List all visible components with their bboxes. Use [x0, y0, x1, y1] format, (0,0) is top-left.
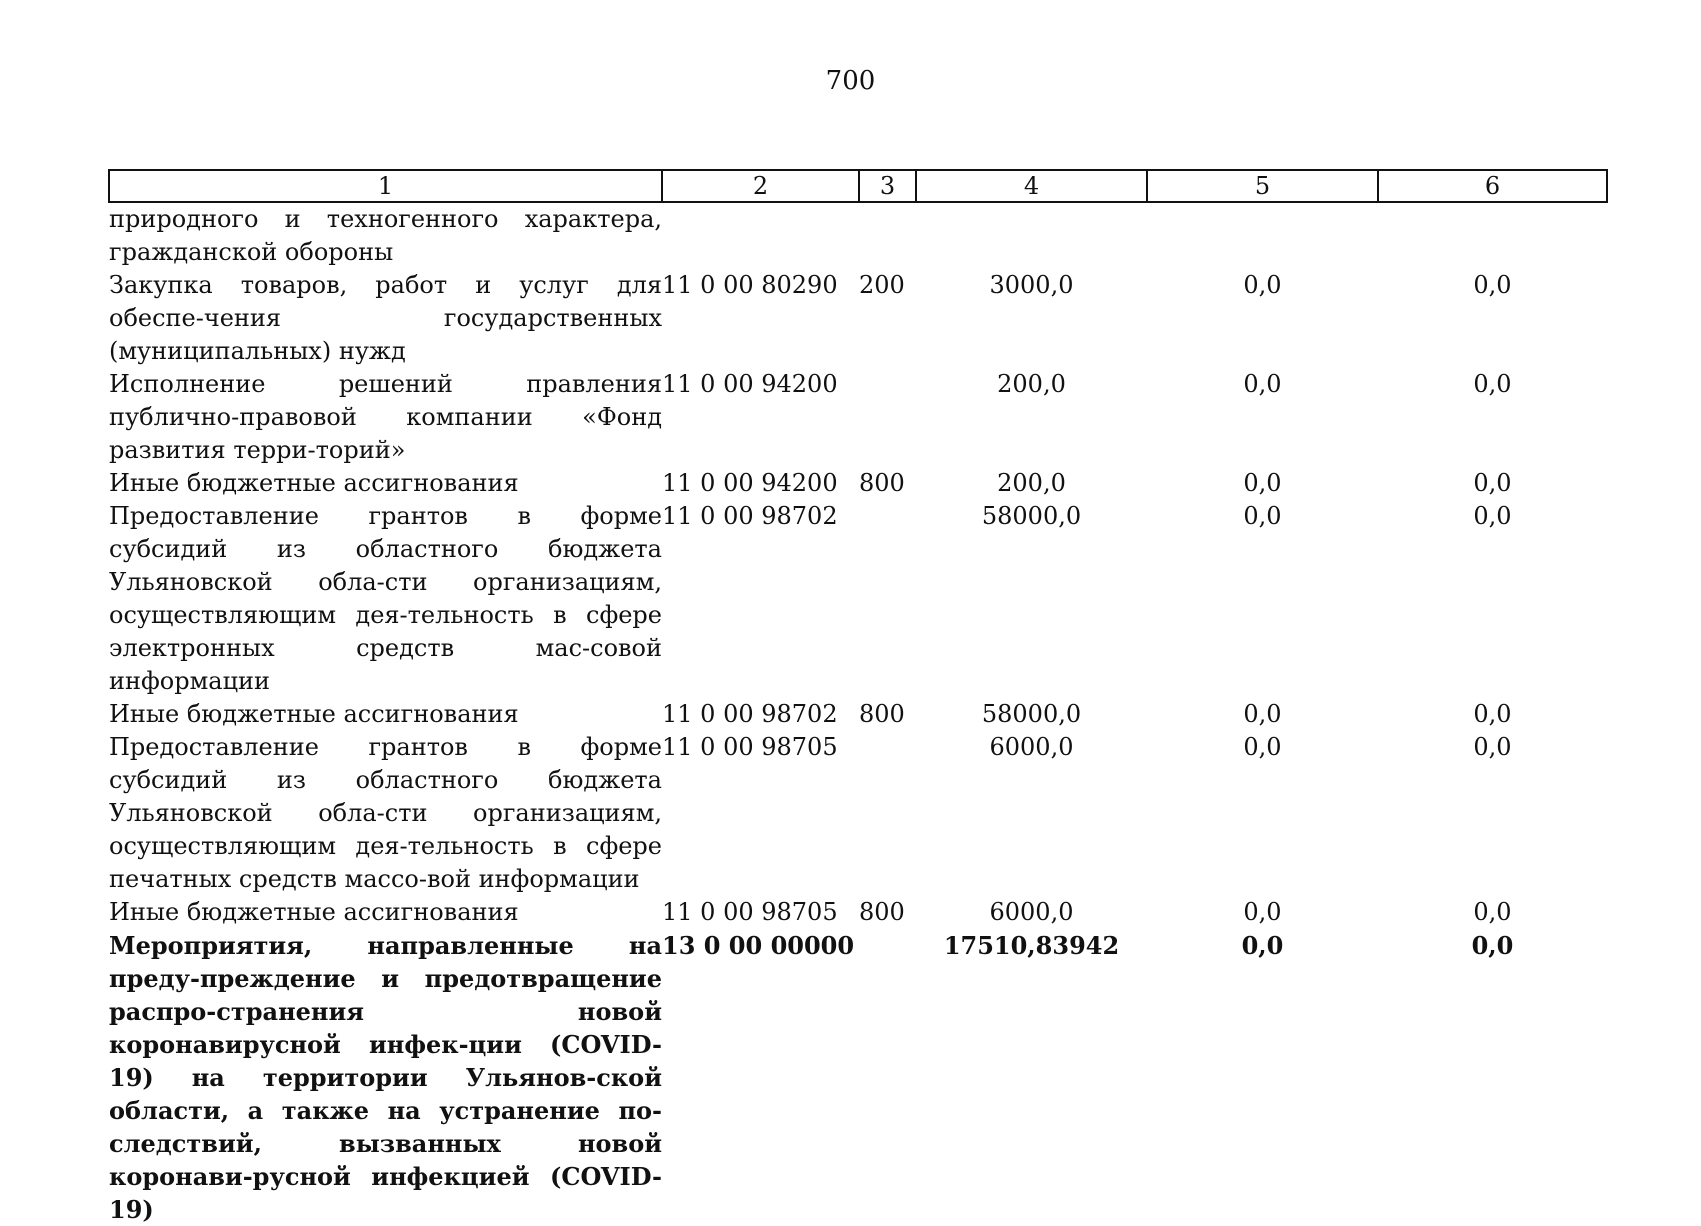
row-type — [859, 731, 916, 896]
row-name: Закупка товаров, работ и услуг для обеспе-чения государственных (муниципальных) нужд — [109, 271, 662, 365]
row-code: 11 0 00 98705 — [662, 733, 838, 761]
row-name: Исполнение решений правления публично-правовой компании «Фонд развития терри-торий» — [109, 370, 662, 464]
page-number: 700 — [825, 66, 876, 96]
row-code: 11 0 00 98702 — [662, 700, 838, 728]
row-value-4: 3000,0 — [989, 271, 1074, 299]
budget-table — [108, 169, 1608, 1226]
row-value-5 — [1147, 202, 1378, 269]
table-body — [109, 202, 1607, 1226]
table-row — [109, 929, 1607, 1226]
row-value-4: 200,0 — [997, 370, 1066, 398]
row-value-4: 58000,0 — [981, 502, 1082, 530]
row-value-4: 6000,0 — [989, 898, 1074, 926]
table-row — [109, 202, 1607, 269]
row-value-5: 0,0 — [1243, 469, 1282, 497]
table-row — [109, 368, 1607, 467]
row-type: 800 — [859, 898, 905, 926]
row-value-5: 0,0 — [1241, 931, 1284, 960]
row-type: 200 — [859, 271, 905, 299]
row-value-5: 0,0 — [1243, 700, 1282, 728]
row-type — [859, 202, 916, 269]
row-value-6 — [1378, 202, 1607, 269]
column-header-2: 2 — [662, 170, 859, 202]
row-type: 800 — [859, 700, 905, 728]
table-row — [109, 731, 1607, 896]
row-value-6: 0,0 — [1473, 370, 1512, 398]
row-type — [859, 929, 916, 1226]
row-code: 13 0 00 00000 — [662, 931, 855, 960]
column-header-1: 1 — [109, 170, 662, 202]
row-type — [859, 368, 916, 467]
row-name: природного и техногенного характера, гражданской обороны — [109, 205, 662, 266]
table-row — [109, 269, 1607, 368]
row-name: Предоставление грантов в форме субсидий из областного бюджета Ульяновской обла-сти организациям, осуществляющим дея-тельность в сфере электронных средств мас-совой информации — [109, 502, 662, 695]
row-value-6: 0,0 — [1471, 931, 1514, 960]
row-value-6: 0,0 — [1473, 502, 1512, 530]
row-value-4 — [916, 202, 1147, 269]
row-value-6: 0,0 — [1473, 271, 1512, 299]
column-header-6: 6 — [1378, 170, 1607, 202]
row-type: 800 — [859, 469, 905, 497]
table-row — [109, 698, 1607, 731]
column-header-5: 5 — [1147, 170, 1378, 202]
row-value-6: 0,0 — [1473, 898, 1512, 926]
row-code: 11 0 00 80290 — [662, 271, 838, 299]
row-value-4: 200,0 — [997, 469, 1066, 497]
row-code: 11 0 00 94200 — [662, 370, 838, 398]
table-row — [109, 467, 1607, 500]
row-value-4: 58000,0 — [981, 700, 1082, 728]
column-header-4: 4 — [916, 170, 1147, 202]
row-value-5: 0,0 — [1243, 370, 1282, 398]
row-name: Предоставление грантов в форме субсидий из областного бюджета Ульяновской обла-сти организациям, осуществляющим дея-тельность в сфере печатных средств массо-вой информации — [109, 733, 662, 893]
row-name: Иные бюджетные ассигнования — [109, 700, 519, 728]
row-code: 11 0 00 98705 — [662, 898, 838, 926]
row-value-6: 0,0 — [1473, 733, 1512, 761]
row-value-5: 0,0 — [1243, 733, 1282, 761]
row-code: 11 0 00 98702 — [662, 502, 838, 530]
table-row — [109, 500, 1607, 698]
row-code — [662, 202, 859, 269]
row-value-6: 0,0 — [1473, 700, 1512, 728]
row-value-5: 0,0 — [1243, 271, 1282, 299]
row-code: 11 0 00 94200 — [662, 469, 838, 497]
row-name: Иные бюджетные ассигнования — [109, 898, 519, 926]
row-value-4: 6000,0 — [989, 733, 1074, 761]
row-name: Мероприятия, направленные на преду-преждение и предотвращение распро-странения новой коронавирусной инфек-ции (COVID-19) на территории Ульянов-ской области, а также на устранение по-следствий, вызванных новой коронави-русной инфекцией (COVID-19) — [109, 931, 662, 1224]
header-row — [109, 170, 1607, 202]
row-type — [859, 500, 916, 698]
column-header-3: 3 — [859, 170, 916, 202]
row-name: Иные бюджетные ассигнования — [109, 469, 519, 497]
row-value-4: 17510,83942 — [943, 931, 1120, 960]
table-row — [109, 896, 1607, 929]
row-value-6: 0,0 — [1473, 469, 1512, 497]
row-value-5: 0,0 — [1243, 898, 1282, 926]
row-value-5: 0,0 — [1243, 502, 1282, 530]
